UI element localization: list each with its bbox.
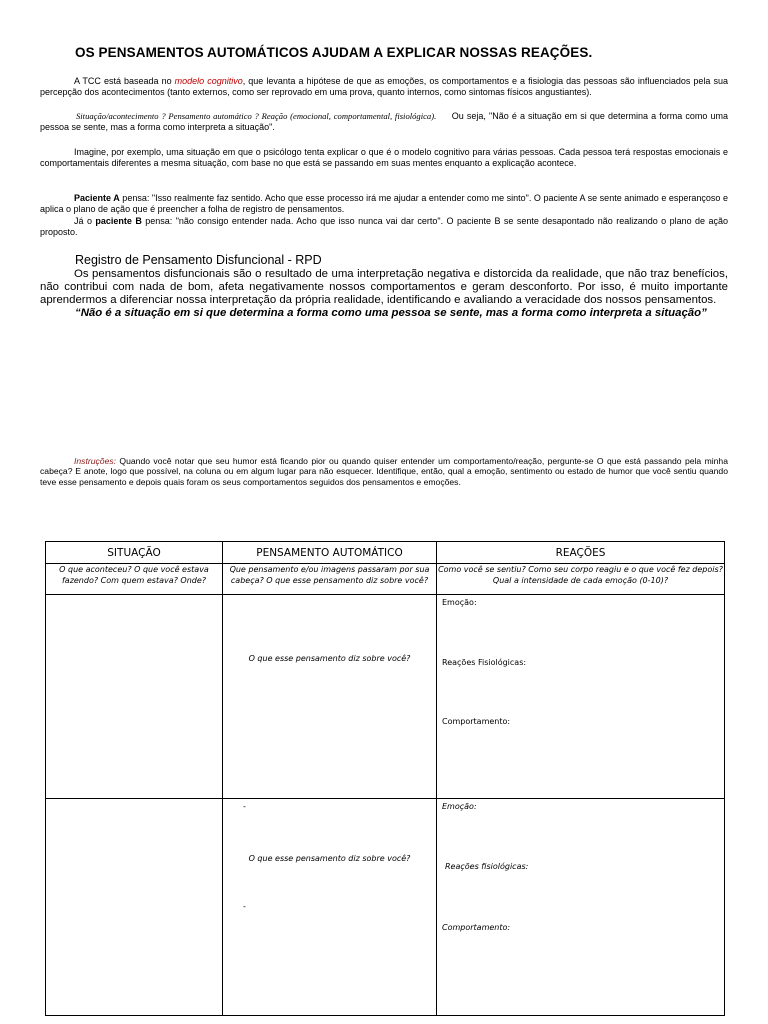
instructions-paragraph — [40, 456, 728, 487]
instructions-text: Quando você notar que seu humor está ficando pior ou quando quiser entender um comportamento/reação, pergunte-se O que está passando pela minha cabeça? E anote, logo que possível, na coluna ou em algum lugar para não esquecer. Identifique, então, qual a emoção, sentimento ou estado de humor que você sentiu quando teve esse pensamento e depois quais foram os seus comportamentos seguidos dos pensamentos e emoções. — [40, 456, 728, 487]
prompt-situacao: O que aconteceu? O que você estava fazendo? Com quem estava? Onde? — [46, 564, 223, 595]
thought-cell[interactable] — [223, 595, 437, 799]
table-prompt-row — [46, 564, 725, 595]
patient-b-prefix: Já o — [74, 216, 96, 226]
patient-a-label: Paciente A — [74, 193, 120, 203]
thought-prompt: O que esse pensamento diz sobre você? — [248, 654, 411, 663]
example-paragraph: Imagine, por exemplo, uma situação em que o psicólogo tenta explicar o que é o modelo cognitivo para várias pessoas. Cada pessoa terá respostas emocionais e comportamentais diferentes a mesma situação, com base no que está se passando em suas mentes enquanto a explicação acontece. — [40, 147, 728, 168]
physio-label: Reações fisiológicas: — [445, 862, 529, 871]
thought-prompt: O que esse pensamento diz sobre você? — [248, 854, 411, 863]
patient-b-text: pensa: "não consigo entender nada. Acho que isso nunca vai dar certo". O paciente B se sente desapontado não realizando o plano de ação proposto. — [40, 216, 729, 237]
table-row — [46, 799, 725, 1016]
reactions-cell[interactable] — [437, 595, 725, 799]
table-row — [46, 595, 725, 799]
patient-b-label: paciente B — [95, 216, 142, 226]
behavior-label: Comportamento: — [442, 717, 511, 726]
rpd-quote: “Não é a situação em si que determina a forma como uma pessoa se sente, mas a forma como interpreta a situação” — [75, 307, 707, 319]
page-title: OS PENSAMENTOS AUTOMÁTICOS AJUDAM A EXPLICAR NOSSAS REAÇÕES. — [75, 45, 593, 60]
prompt-pensamento: Que pensamento e/ou imagens passaram por sua cabeça? O que esse pensamento diz sobre você? — [223, 564, 437, 595]
emotion-label: Emoção: — [442, 802, 477, 811]
patient-b-paragraph — [40, 216, 728, 237]
physio-label: Reações Fisiológicas: — [442, 658, 527, 667]
emotion-label: Emoção: — [442, 598, 477, 607]
patient-a-paragraph — [40, 193, 728, 214]
rpd-heading: Registro de Pensamento Disfuncional - RPD — [75, 253, 322, 267]
prompt-reacoes: Como você se sentiu? Como seu corpo reagiu e o que você fez depois? Qual a intensidade de cada emoção (0-10)? — [437, 564, 725, 595]
intro-text-2: , que levanta a hipótese de que as emoções, os comportamentos e a fisiologia das pessoas são influenciados pela sua percepção dos acontecimentos (tanto externos, como ser reprovado em uma prova, quanto internos, como sintomas físicos angustiantes). — [40, 76, 728, 97]
behavior-label: Comportamento: — [442, 923, 511, 932]
reactions-cell[interactable] — [437, 799, 725, 1016]
rpd-table — [45, 541, 725, 1016]
model-paragraph — [40, 111, 728, 132]
instructions-label: Instruções: — [74, 456, 117, 466]
model-text: Ou seja, "Não é a situação em si que determina a forma como uma pessoa se sente, mas a forma como interpreta a situação". — [40, 111, 728, 132]
situation-cell[interactable] — [46, 595, 223, 799]
patient-a-text: pensa: "Isso realmente faz sentido. Acho que esse processo irá me ajudar a entender como me sinto". O paciente A se sente animado e esperançoso e aplica o plano de ação que é preencher a folha de registro de pensamentos. — [40, 193, 729, 214]
header-situacao: SITUAÇÃO — [46, 542, 223, 564]
header-reacoes: REAÇÕES — [437, 542, 725, 564]
intro-text-1: A TCC está baseada no — [74, 76, 175, 86]
intro-highlight: modelo cognitivo — [174, 76, 243, 86]
header-pensamento: PENSAMENTO AUTOMÁTICO — [223, 542, 437, 564]
dash-mark: - — [243, 802, 246, 811]
dash-mark: - — [243, 902, 246, 911]
situation-cell[interactable] — [46, 799, 223, 1016]
thought-cell[interactable] — [223, 799, 437, 1016]
model-chain: Situação/acontecimento ? Pensamento automático ? Reação (emocional, comportamental, fisiológica). — [76, 111, 437, 121]
table-header-row — [46, 542, 725, 564]
intro-paragraph — [40, 76, 728, 97]
rpd-paragraph: Os pensamentos disfuncionais são o resultado de uma interpretação negativa e distorcida da realidade, que não traz benefícios, não contribui com nada de bom, afeta negativamente nossos comportamentos e geram desconforto. Por isso, é muito importante aprendermos a diferenciar nossa interpretação da própria realidade, identificando e avaliando a veracidade dos nossos pensamentos. — [40, 268, 728, 307]
